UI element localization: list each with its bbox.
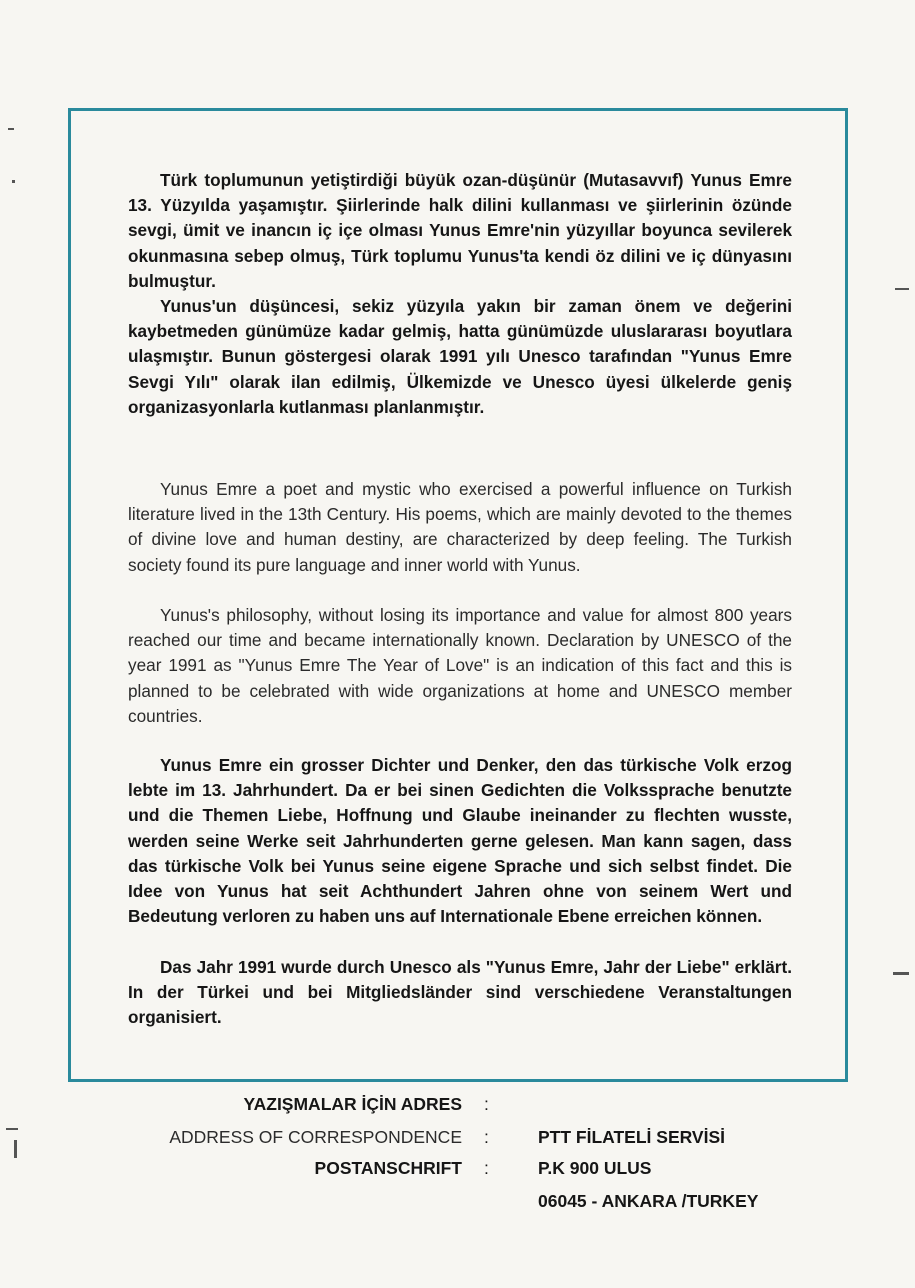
turkish-paragraph-2: Yunus'un düşüncesi, sekiz yüzyıla yakın bir zaman önem ve değerini kaybetmeden günümüze kadar gelmiş, hatta günümüzde uluslararası boyutlara ulaşmıştır. Bunun göstergesi olarak 1991 yılı Unesco tarafından "Yunus Emre Sevgi Yılı" olarak ilan edilmiş, Ülkemizde ve Unesco üyesi ülkelerde geniş organizasyonlarla kutlanması planlanmıştır. [128,296,792,417]
scan-speck [6,1128,18,1130]
scan-speck [14,1140,17,1158]
address-label-turkish: YAZIŞMALAR İÇİN ADRES [243,1094,462,1114]
address-colon: : [484,1094,489,1114]
address-line-3: 06045 - ANKARA /TURKEY [538,1191,759,1211]
english-paragraph-2: Yunus's philosophy, without losing its importance and value for almost 800 years reached our time and became internationally known. Declaration by UNESCO of the year 1991 as "Yunus Emre The Year of Love" is an indication of this fact and this is planned to be celebrated with wide organizations at home and UNESCO member countries. [128,605,792,726]
scan-speck [895,288,909,290]
address-colon: : [484,1127,489,1147]
address-label-german: POSTANSCHRIFT [314,1158,462,1178]
german-paragraph-1: Yunus Emre ein grosser Dichter und Denker, den das türkische Volk erzog lebte im 13. Jahrhundert. Da er bei sinen Gedichten die Volkssprache benutzte und die Themen Liebe, Hoffnung und Glaube ineinander zu flechten wusste, werden seine Werke seit Jahrhunderten gerne gelesen. Man kann sagen, dass das türkische Volk bei Yunus seine eigene Sprache und sich selbst findet. Die Idee von Yunus hat seit Achthundert Jahren ohne von seinem Wert und Bedeutung verloren zu haben uns auf Internationale Ebene erreichen können. [128,755,792,927]
address-label-english: ADDRESS OF CORRESPONDENCE [169,1127,462,1147]
english-paragraph-1: Yunus Emre a poet and mystic who exercised a powerful influence on Turkish literature lived in the 13th Century. His poems, which are mainly devoted to the themes of divine love and human destiny, are characterized by deep feeling. The Turkish society found its pure language and inner world with Yunus. [128,479,792,575]
turkish-paragraph-1: Türk toplumunun yetiştirdiği büyük ozan-düşünür (Mutasavvıf) Yunus Emre 13. Yüzyılda yaşamıştır. Şiirlerinde halk dilini kullanması ve şiirlerinin özünde sevgi, ümit ve inancın iç içe olması Yunus Emre'nin yüzyıllar boyunca sevilerek okunmasına sebep olmuş, Türk toplumu Yunus'ta kendi öz dilini ve iç dünyasını bulmuştur. [128,170,792,291]
scan-speck [8,128,14,130]
address-line-1: PTT FİLATELİ SERVİSİ [538,1127,726,1147]
address-colon: : [484,1158,489,1178]
address-line-2: P.K 900 ULUS [538,1158,652,1178]
scan-speck [893,972,909,975]
scan-speck [12,180,15,183]
german-paragraph-2: Das Jahr 1991 wurde durch Unesco als "Yunus Emre, Jahr der Liebe" erklärt. In der Türkei und bei Mitgliedsländer sind verschiedene Veranstaltungen organisiert. [128,957,792,1028]
